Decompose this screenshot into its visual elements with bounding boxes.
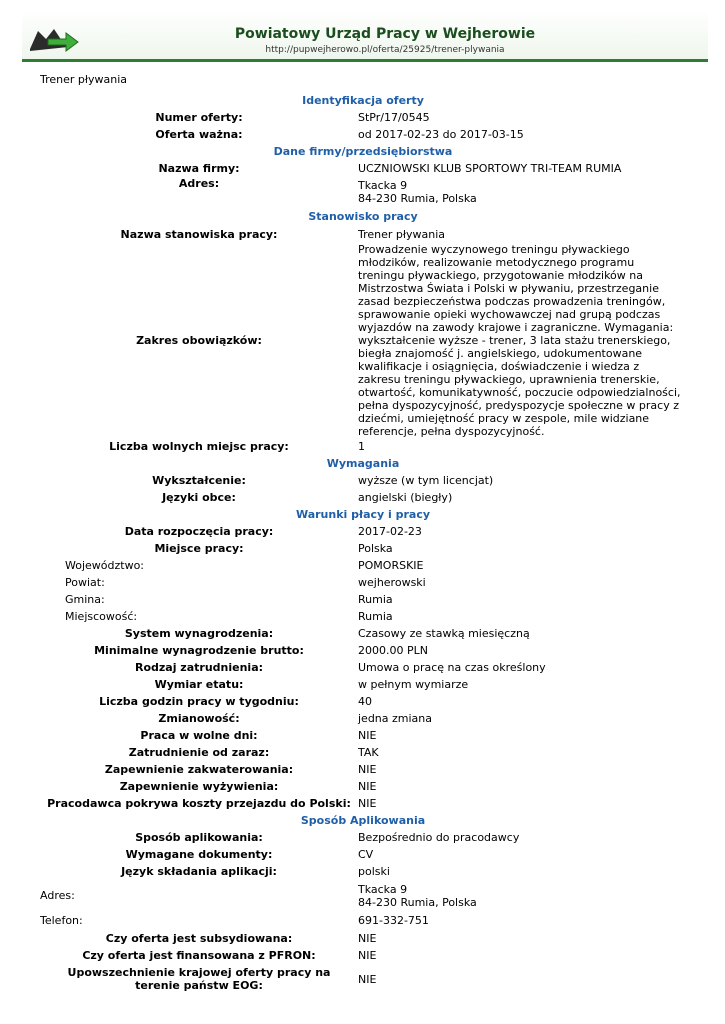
table-row bbox=[40, 160, 686, 177]
row-value: TAK bbox=[358, 746, 379, 759]
row-label: Nazwa stanowiska pracy: bbox=[120, 228, 278, 241]
row-label: Gmina: bbox=[65, 593, 105, 606]
table-row bbox=[40, 710, 686, 727]
table-row bbox=[40, 591, 686, 608]
row-label: Adres: bbox=[178, 177, 220, 190]
address-line-1: Tkacka 9 bbox=[358, 179, 408, 192]
offer-table bbox=[40, 92, 686, 994]
row-value: wejherowski bbox=[358, 576, 426, 589]
row-value: StPr/17/0545 bbox=[358, 111, 430, 124]
row-label: Wymagane dokumenty: bbox=[125, 848, 273, 861]
row-label: Numer oferty: bbox=[155, 111, 243, 124]
table-row bbox=[40, 829, 686, 846]
table-row bbox=[40, 659, 686, 676]
row-value: polski bbox=[358, 865, 390, 878]
row-value: NIE bbox=[358, 932, 377, 945]
row-value: 2000.00 PLN bbox=[358, 644, 428, 657]
section-firma: Dane firmy/przedsiębiorstwa bbox=[273, 145, 453, 158]
table-row bbox=[40, 744, 686, 761]
row-value: Polska bbox=[358, 542, 393, 555]
row-label: Liczba godzin pracy w tygodniu: bbox=[99, 695, 299, 708]
row-value: NIE bbox=[358, 972, 377, 986]
table-row bbox=[40, 608, 686, 625]
row-label: Zmianowość: bbox=[158, 712, 240, 725]
section-stanowisko: Stanowisko pracy bbox=[308, 210, 418, 223]
table-row bbox=[40, 472, 686, 489]
row-value: Rumia bbox=[358, 593, 393, 606]
section-wymagania: Wymagania bbox=[326, 457, 400, 470]
table-row bbox=[40, 625, 686, 642]
address-line-2: 84-230 Rumia, Polska bbox=[358, 192, 477, 205]
table-row bbox=[40, 243, 686, 438]
row-label: Język składania aplikacji: bbox=[121, 865, 277, 878]
row-value: 1 bbox=[358, 440, 365, 453]
row-label: Wymiar etatu: bbox=[154, 678, 244, 691]
row-label: Zapewnienie wyżywienia: bbox=[119, 780, 279, 793]
row-label: Zatrudnienie od zaraz: bbox=[128, 746, 270, 759]
section-identyfikacja: Identyfikacja oferty bbox=[302, 94, 424, 107]
table-row bbox=[40, 846, 686, 863]
row-value: NIE bbox=[358, 729, 377, 742]
table-row bbox=[40, 964, 686, 994]
table-row bbox=[40, 947, 686, 964]
table-row bbox=[40, 574, 686, 591]
row-label: Pracodawca pokrywa koszty przejazdu do Polski: bbox=[47, 797, 351, 810]
row-value: od 2017-02-23 do 2017-03-15 bbox=[358, 128, 524, 141]
row-value: NIE bbox=[358, 797, 377, 810]
row-value: Bezpośrednio do pracodawcy bbox=[358, 831, 520, 844]
row-value bbox=[358, 880, 686, 911]
row-value: angielski (biegły) bbox=[358, 491, 453, 504]
table-row bbox=[40, 438, 686, 455]
row-label: Liczba wolnych miejsc pracy: bbox=[109, 440, 289, 453]
row-label: System wynagrodzenia: bbox=[124, 627, 274, 640]
row-value: Rumia bbox=[358, 610, 393, 623]
table-row bbox=[40, 795, 686, 812]
row-label: Miejscowość: bbox=[65, 610, 138, 623]
row-value: jedna zmiana bbox=[358, 712, 433, 725]
header-divider bbox=[22, 59, 708, 62]
table-row bbox=[40, 930, 686, 947]
row-label: Adres: bbox=[40, 889, 75, 902]
row-label: Czy oferta jest subsydiowana: bbox=[105, 932, 293, 945]
row-value: UCZNIOWSKI KLUB SPORTOWY TRI-TEAM RUMIA bbox=[358, 162, 622, 175]
table-row bbox=[40, 523, 686, 540]
table-row bbox=[40, 109, 686, 126]
row-value: Trener pływania bbox=[358, 228, 446, 241]
row-label: Minimalne wynagrodzenie brutto: bbox=[94, 644, 304, 657]
row-value: 691-332-751 bbox=[358, 914, 429, 927]
address-line-2: 84-230 Rumia, Polska bbox=[358, 895, 477, 909]
address-line-1: Tkacka 9 bbox=[358, 882, 408, 896]
row-value: Czasowy ze stawką miesięczną bbox=[358, 627, 530, 640]
table-row bbox=[40, 676, 686, 693]
table-row bbox=[40, 863, 686, 880]
row-value: POMORSKIE bbox=[358, 559, 424, 572]
row-label: Oferta ważna: bbox=[155, 128, 243, 141]
section-warunki: Warunki płacy i pracy bbox=[295, 508, 431, 521]
table-row bbox=[40, 177, 686, 207]
row-label: Języki obce: bbox=[162, 491, 236, 504]
table-row bbox=[40, 557, 686, 574]
row-value: Prowadzenie wyczynowego treningu pływackiego młodzików, realizowanie metodycznego programu treningu pływackiego, przygotowanie młodzików na Mistrzostwa Świata i Polski w pływaniu, przestrzeganie zasad bezpieczeństwa podczas prowadzenia treningów, sprawowanie opieki wychowawczej nad grupą podczas wyjazdów na zawody krajowe i zagraniczne. Wymagania: wykształcenie wyższe - trener, 3 lata stażu trenerskiego, biegła znajomość j. angielskiego, udokumentowane kwalifikacje i osiągnięcia, doświadczenie i wiedza z zakresu treningu pływackiego, uprawnienia trenerskie, otwartość, komunikatywność, poczucie odpowiedzialności, pełna dyspozycyjność, predyspozycje społeczne w pracy z dziećmi, umiejętność pracy w zespole, mile widziane referencje, pełna dyspozycyjność. bbox=[358, 243, 681, 438]
row-label: Województwo: bbox=[65, 559, 145, 572]
row-value: 2017-02-23 bbox=[358, 525, 422, 538]
row-value: Umowa o pracę na czas określony bbox=[358, 661, 546, 674]
row-label: Zapewnienie zakwaterowania: bbox=[104, 763, 294, 776]
section-aplikowanie: Sposób Aplikowania bbox=[300, 814, 426, 827]
row-value: 40 bbox=[358, 695, 372, 708]
row-label: Telefon: bbox=[40, 914, 83, 927]
row-label: Zakres obowiązków: bbox=[136, 334, 262, 347]
row-label: Sposób aplikowania: bbox=[135, 831, 263, 844]
row-label: Data rozpoczęcia pracy: bbox=[124, 525, 274, 538]
row-value: wyższe (w tym licencjat) bbox=[358, 474, 494, 487]
table-row bbox=[40, 226, 686, 243]
table-row bbox=[40, 540, 686, 557]
page-title: Trener pływania bbox=[40, 73, 128, 86]
table-row bbox=[40, 126, 686, 143]
table-row bbox=[40, 693, 686, 710]
row-label: Czy oferta jest finansowana z PFRON: bbox=[82, 949, 316, 962]
row-value: NIE bbox=[358, 780, 377, 793]
row-value: NIE bbox=[358, 949, 377, 962]
row-value: NIE bbox=[358, 763, 377, 776]
row-label: Powiat: bbox=[65, 576, 105, 589]
table-row bbox=[40, 727, 686, 744]
row-label: Upowszechnienie krajowej oferty pracy na terenie państw EOG: bbox=[67, 966, 331, 992]
row-label: Wykształcenie: bbox=[152, 474, 246, 487]
table-row bbox=[40, 489, 686, 506]
row-value bbox=[358, 177, 686, 207]
table-row bbox=[40, 880, 686, 911]
table-row bbox=[40, 642, 686, 659]
site-title: Powiatowy Urząd Pracy w Wejherowie bbox=[234, 26, 536, 42]
row-value: CV bbox=[358, 848, 374, 861]
page-header bbox=[22, 10, 708, 60]
site-url[interactable]: http://pupwejherowo.pl/oferta/25925/trener-plywania bbox=[265, 45, 505, 55]
row-label: Miejsce pracy: bbox=[154, 542, 244, 555]
row-label: Praca w wolne dni: bbox=[140, 729, 258, 742]
row-label: Nazwa firmy: bbox=[158, 162, 240, 175]
table-row bbox=[40, 911, 686, 930]
table-row bbox=[40, 778, 686, 795]
row-label: Rodzaj zatrudnienia: bbox=[134, 661, 264, 674]
table-row bbox=[40, 761, 686, 778]
row-value: w pełnym wymiarze bbox=[358, 678, 469, 691]
